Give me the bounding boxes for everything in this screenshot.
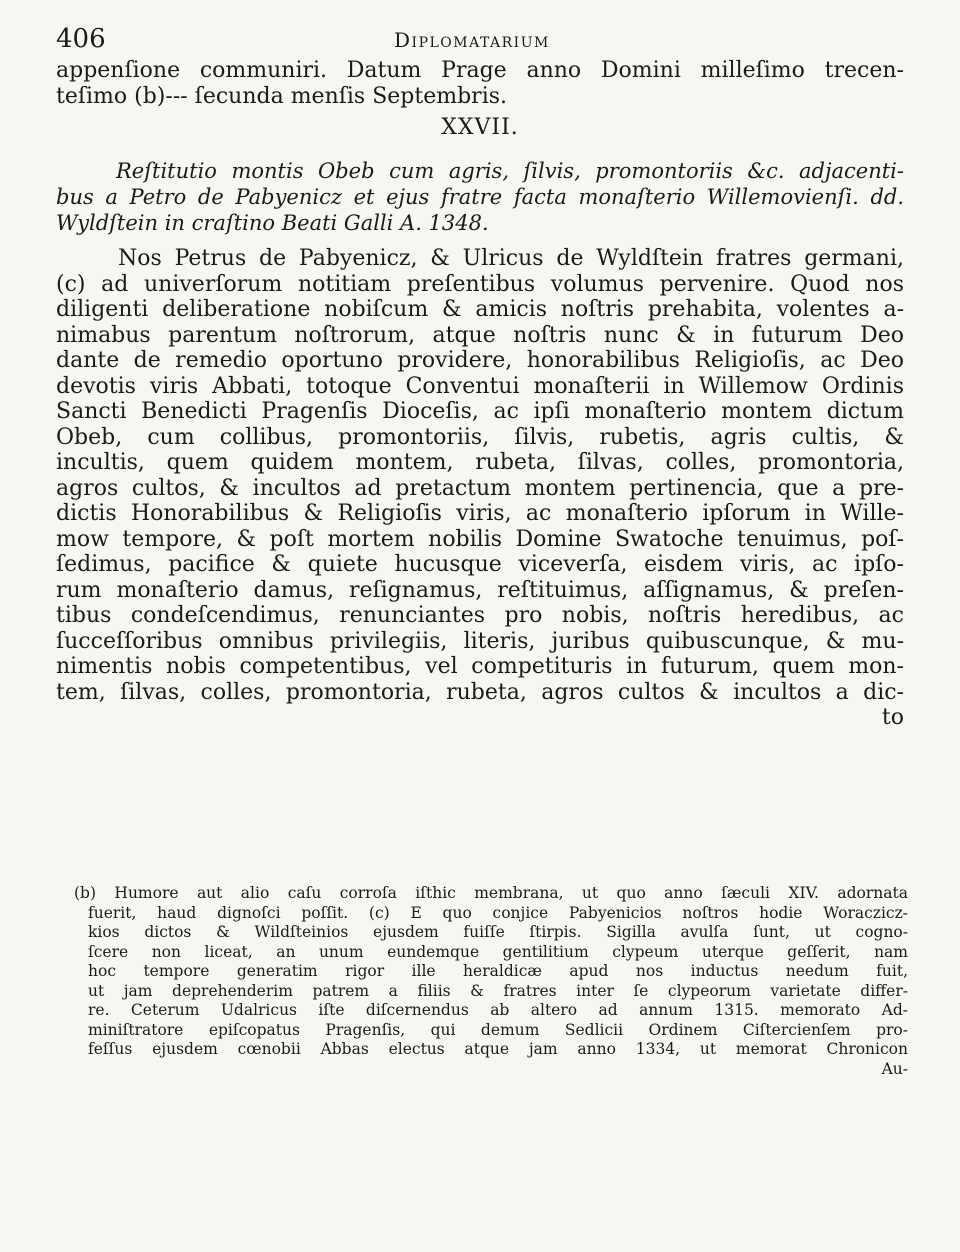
text-line: agros cultos, & incultos ad pretactum montem pertinencia, que a pre- [56, 475, 904, 501]
section-number: XXVII. [441, 115, 519, 140]
page-header [56, 18, 904, 58]
charter-body [56, 246, 904, 731]
text-line: (c) ad univerſorum notitiam preſentibus volumus pervenire. Quod nos [56, 271, 904, 297]
footnote-line: miniſtratore epiſcopatus Pragenſis, qui demum Sedlicii Ordinem Ciſtercienſem pro- [88, 1020, 908, 1039]
text-line: ſedimus, pacifice & quiete hucusque viceverſa, eisdem viris, ac ipſo- [56, 552, 904, 577]
footnotes [74, 884, 908, 1079]
footnote-line: ut jam deprehenderim patrem a filiis & fratres inter ſe clypeorum varietate differ- [88, 981, 908, 1000]
text-line: tibus condeſcendimus, renunciantes pro nobis, noſtris heredibus, ac [56, 603, 904, 628]
footnote-line: ſcere non liceat, an unum eundemque gentilitium clypeum uterque geſſerit, nam [88, 942, 908, 961]
text-line: devotis viris Abbati, totoque Conventui monaſterii in Willemow Ordinis [56, 373, 904, 399]
text-line: nimabus parentum noſtrorum, atque noſtris nunc & in futurum Deo [56, 322, 904, 348]
rubric-line: Reſtitutio montis Obeb cum agris, ſilvis, promontoriis &c. adjacenti- [116, 159, 904, 183]
intro-text [56, 58, 904, 109]
footnote-line: re. Ceterum Udalricus iſte diſcernendus ab altero ad annum 1315. memorato Ad- [88, 1001, 908, 1019]
page-number: 406 [56, 24, 106, 54]
footnote-line: feſſus ejusdem cœnobii Abbas electus atque jam anno 1334, ut memorat Chronicon [88, 1040, 908, 1058]
text-line: dante de remedio oportuno providere, honorabilibus Religioſis, ac Deo [56, 348, 904, 373]
charter-rubric [56, 158, 904, 236]
running-title: Diplomatarium [394, 28, 550, 52]
text-line: diligenti deliberatione nobiſcum & amicis noſtris prehabita, volentes a- [56, 297, 904, 322]
footnote-catchword: Au- [881, 1059, 908, 1078]
text-line: Sancti Benedicti Pragenſis Dioceſis, ac ipſi monaſterio montem dictum [56, 399, 904, 424]
footnote-line: (b) Humore aut alio caſu corroſa iſthic membrana, ut quo anno ſæculi XIV. adornata [74, 884, 908, 902]
text-line: incultis, quem quidem montem, rubeta, ſilvas, colles, promontoria, [56, 450, 904, 475]
text-line: nimentis nobis competentibus, vel competituris in futurum, quem mon- [56, 654, 904, 679]
text-line: dictis Honorabilibus & Religioſis viris, ac monaſterio ipſorum in Wille- [56, 501, 904, 526]
text-line: ſucceſſoribus omnibus privilegiis, literis, juribus quibuscunque, & mu- [56, 628, 904, 654]
text-line: Obeb, cum collibus, promontoriis, ſilvis, rubetis, agris cultis, & [56, 424, 904, 450]
text-line: tem, ſilvas, colles, promontoria, rubeta, agros cultos & incultos a dic- [56, 679, 904, 705]
text-line: mow tempore, & poſt mortem nobilis Domine Swatoche tenuimus, poſ- [56, 526, 904, 552]
rubric-line: bus a Petro de Pabyenicz et ejus fratre facta monaſterio Willemovienſi. dd. [56, 185, 904, 209]
footnote-line: kios dictos & Wildſteinios ejusdem fuiſſe ſtirpis. Sigilla avulſa ſunt, ut cogno- [88, 923, 908, 941]
rubric-line: Wyldſtein in craſtino Beati Galli A. 1348. [56, 211, 489, 235]
text-line: rum monaſterio damus, reſignamus, reſtituimus, aſſignamus, & preſen- [56, 577, 904, 603]
text-line: appenſione communiri. Datum Prage anno Domini milleſimo trecen- [56, 58, 904, 83]
footnote-line: hoc tempore generatim rigor ille heraldicæ apud nos inductus needum fuit, [88, 962, 908, 980]
catchword: to [881, 705, 904, 730]
footnote-line: fuerit, haud dignoſci poſſit. (c) E quo conjice Pabyenicios noſtros hodie Woraczicz- [88, 903, 908, 922]
text-line: Nos Petrus de Pabyenicz, & Ulricus de Wyldſtein fratres germani, [118, 246, 904, 271]
text-line: teſimo (b)--- ſecunda menſis Septembris. [56, 83, 508, 109]
